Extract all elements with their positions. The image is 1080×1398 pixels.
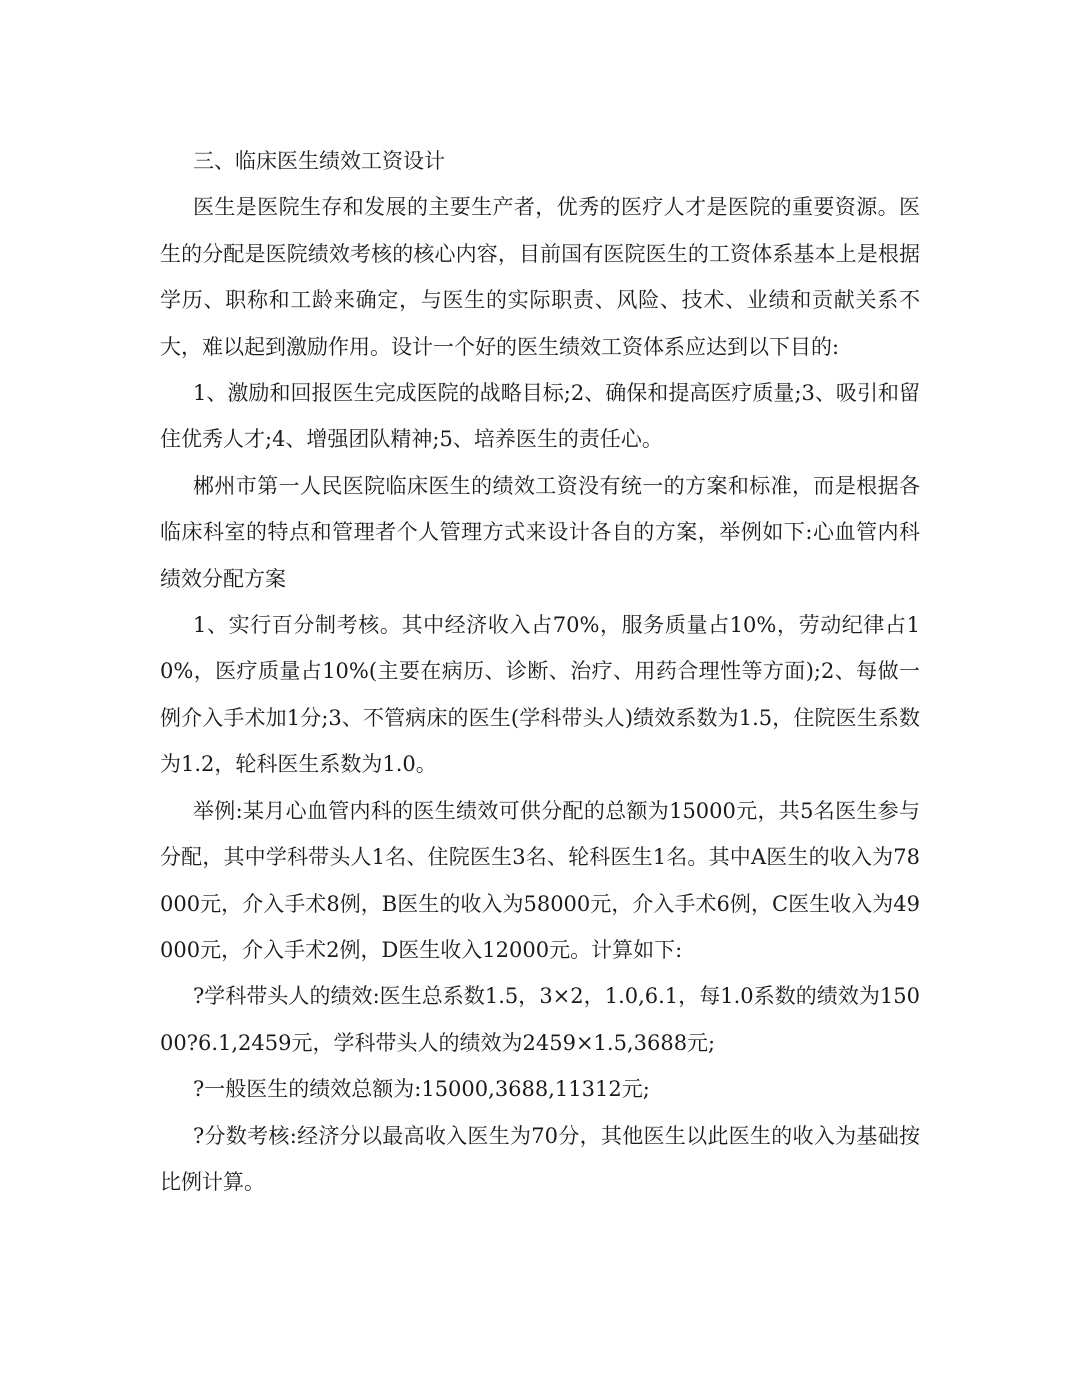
paragraph-intro: 医生是医院生存和发展的主要生产者，优秀的医疗人才是医院的重要资源。医生的分配是医院绩效考核的核心内容，目前国有医院医生的工资体系基本上是根据学历、职称和工龄来确定，与医生的实际职责、风险、技术、业绩和贡献关系不大，难以起到激励作用。设计一个好的医生绩效工资体系应达到以下目的: [160, 195, 920, 359]
paragraph-leader-calc: ?学科带头人的绩效:医生总系数1.5，3×2，1.0,6.1，每1.0系数的绩效为15000?6.1,2459元，学科带头人的绩效为2459×1.5,3688元; [160, 984, 920, 1055]
paragraph-goals: 1、激励和回报医生完成医院的战略目标;2、确保和提高医疗质量;3、吸引和留住优秀人才;4、增强团队精神;5、培养医生的责任心。 [160, 381, 920, 452]
section-heading: 三、临床医生绩效工资设计 [193, 149, 445, 173]
paragraph-example: 举例:某月心血管内科的医生绩效可供分配的总额为15000元，共5名医生参与分配，其中学科带头人1名、住院医生3名、轮科医生1名。其中A医生的收入为78000元，介入手术8例，B医生的收入为58000元，介入手术6例，C医生收入为49000元，介入手术2例，D医生收入12000元。计算如下: [160, 798, 920, 962]
paragraph-general-total: ?一般医生的绩效总额为:15000,3688,11312元; [193, 1077, 650, 1102]
paragraph-scoring-rules: 1、实行百分制考核。其中经济收入占70%，服务质量占10%，劳动纪律占10%，医疗质量占10%(主要在病历、诊断、治疗、用药合理性等方面);2、每做一例介入手术加1分;3、不管病床的医生(学科带头人)绩效系数为1.5，住院医生系数为1.2，轮科医生系数为1.0。 [160, 613, 920, 777]
paragraph-score-assessment: ?分数考核:经济分以最高收入医生为70分，其他医生以此医生的收入为基础按比例计算。 [160, 1123, 920, 1194]
document-page [160, 138, 920, 1205]
paragraph-hospital-case: 郴州市第一人民医院临床医生的绩效工资没有统一的方案和标准，而是根据各临床科室的特点和管理者个人管理方式来设计各自的方案，举例如下:心血管内科绩效分配方案 [160, 473, 920, 591]
